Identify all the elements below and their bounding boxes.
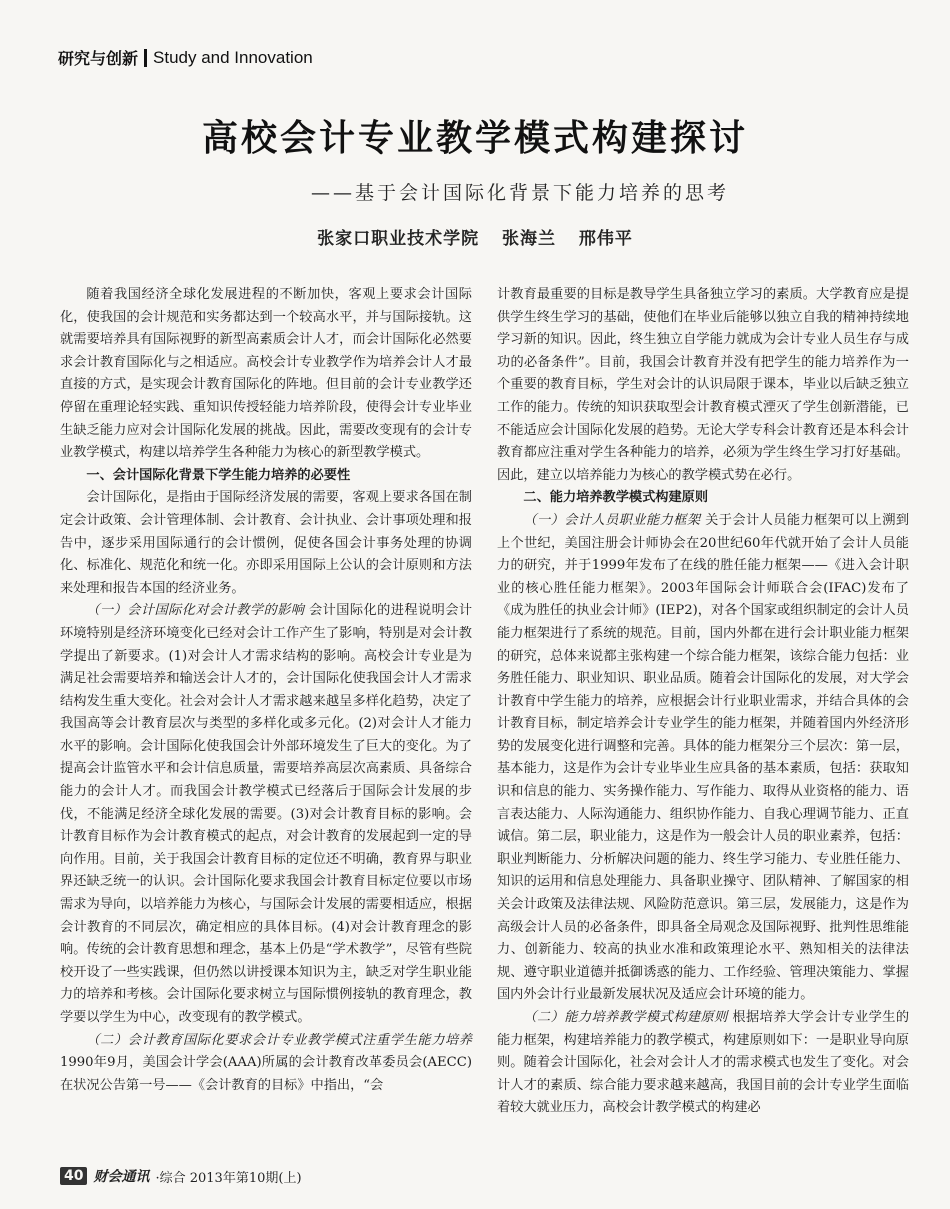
author-line (0, 224, 950, 249)
body-paragraph: 随着我国经济全球化发展进程的不断加快，客观上要求会计国际化，使我国的会计规范和实务都达到一个较高水平，并与国际接轨。这就需要培养具有国际视野的新型高素质会计人才，而会计国际化必然要求会计教育国际化与之相适应。高校会计专业教学作为培养会计人才最直接的方式，是实现会计教育国际化的阵地。但目前的会计专业教学还停留在重理论轻实践、重知识传授轻能力培养阶段，使得会计专业毕业生缺乏能力应对会计国际化发展的挑战。因此，需要改变现有的会计专业教学模式，构建以培养学生各种能力为核心的新型教学模式。 (60, 287, 472, 461)
body-paragraph (60, 1030, 472, 1098)
paragraph-text: 根据培养大学会计专业学生的能力框架，构建培养能力的教学模式，构建原则如下：一是职业导向原则。随着会计国际化，社会对会计人才的需求模式也发生了变化。对会计人才的素质、综合能力要求越来越高，我国目前的会计专业学生面临着较大就业压力，高校会计教学模式的构建必 (497, 1010, 910, 1116)
author-name: 邢伟平 (578, 229, 633, 249)
section-heading: 二、能力培养教学模式构建原则 (523, 490, 709, 506)
section-title-cn: 研究与创新 (58, 49, 139, 68)
paragraph-text: 关于会计人员能力框架可以上溯到上个世纪，美国注册会计师协会在20世纪60年代就开始了会计人员能力的研究，并于1999年发布了在线的胜任能力框架——《进入会计职业的核心胜任能力框架》。2003年国际会计师联合会(IFAC)发布了《成为胜任的执业会计师》(IEP2)，对各个国家或组织制定的会计人员能力框架进行了系统的规范。目前，国内外都在进行会计职业能力框架的研究，总体来说都主张构建一个综合能力框架，该综合能力包括：业务胜任能力、职业知识、职业品质。随着会计国际化的发展，对大学会计教育中学生能力的培养，应根据会计行业职业需求，并结合具体的会计教育目标，制定培养会计专业学生的能力框架，并随着国内外经济形势的发展变化进行调整和完善。具体的能力框架分三个层次：第一层，基本能力，这是作为会计专业毕业生应具备的基本素质，包括：获取知识和信息的能力、实务操作能力、写作能力、取得从业资格的能力、语言表达能力、人际沟通能力、组织协作能力、自我心理调节能力、正直诚信。第二层，职业能力，这是作为一般会计人员的职业素养，包括：职业判断能力、分析解决问题的能力、终生学习能力、专业胜任能力、知识的运用和信息处理能力、具备职业操守、团队精神、了解国家的相关会计政策及法律法规、风险防范意识。第三层，发展能力，这是作为高级会计人员的必备条件，即具备全局观念及国际视野、批判性思维能力、创新能力、较高的执业水准和政策理论水平、熟知相关的法律法规、遵守职业道德并抵御诱惑的能力、工作经验、管理决策能力、掌握国内外会计行业最新发展状况及适应会计环境的能力。 (497, 512, 910, 1003)
body-paragraph (60, 600, 472, 1029)
section-title-en: Study and Innovation (153, 47, 313, 67)
section-heading: 一、会计国际化背景下学生能力培养的必要性 (86, 467, 351, 483)
header-divider (144, 49, 147, 67)
left-column (60, 284, 472, 1097)
subsection-lead: （二）会计教育国际化要求会计专业教学模式注重学生能力培养 (86, 1032, 472, 1048)
right-column (497, 284, 909, 1120)
page-number: 40 (60, 1167, 87, 1185)
institution: 张家口职业技术学院 (317, 229, 480, 249)
subsection-lead: （一）会计国际化对会计教学的影响 (86, 603, 305, 619)
issue-info: ·综合 2013年第10期(上) (155, 1170, 302, 1186)
body-paragraph (497, 1007, 909, 1120)
body-paragraph: 会计国际化，是指由于国际经济发展的需要，客观上要求各国在制定会计政策、会计管理体制、会计教育、会计执业、会计事项处理和报告中，逐步采用国际通行的会计惯例，促使各国会计事务处理的协调化、标准化、规范化和统一化。亦即采用国际上公认的会计原则和方法来处理和报告本国的经济业务。 (60, 490, 472, 596)
paragraph-text: 会计国际化的进程说明会计环境特别是经济环境变化已经对会计工作产生了影响，特别是对会计教学提出了新要求。(1)对会计人才需求结构的影响。高校会计专业是为满足社会需要培养和输送会计人才的，会计国际化使我国会计人才需求结构发生重大变化。社会对会计人才需求越来越呈多样化趋势，决定了我国高等会计教育层次与类型的多样化或多元化。(2)对会计人才能力水平的影响。会计国际化使我国会计外部环境发生了巨大的变化。为了提高会计监管水平和会计信息质量，需要培养高层次高素质、具备综合能力的会计人才。而我国会计教学模式已经落后于国际会计发展的步伐，不能满足经济全球化发展的需要。(3)对会计教育目标的影响。会计教育目标作为会计教育模式的起点，对会计教育的发展起到一定的导向作用。目前，关于我国会计教育目标的定位还不明确，教育界与职业界还缺乏统一的认识。会计国际化要求我国会计教育目标定位要以市场需求为导向，以培养能力为核心，与国际会计发展的需要相适应，根据会计教育的不同层次，确定相应的具体目标。(4)对会计教育理念的影响。传统的会计教育思想和理念，基本上仍是“学术教学”，尽管有些院校开设了一些实践课，但仍然以讲授课本知识为主，缺乏对学生职业能力的培养和考核。会计国际化要求树立与国际惯例接轨的教育理念，教学要以学生为中心，改变现有的教学模式。 (60, 603, 473, 1025)
journal-name: 财会通讯 (93, 1169, 150, 1185)
body-paragraph (497, 510, 909, 1007)
subsection-lead: （二）能力培养教学模式构建原则 (523, 1010, 728, 1025)
page-footer (60, 1166, 302, 1186)
paragraph-text: 1990年9月，美国会计学会(AAA)所属的会计教育改革委员会(AECC)在状况公告第一号——《会计教育的目标》中指出，“会 (60, 1055, 472, 1093)
section-header (58, 46, 313, 69)
subsection-lead: （一）会计人员职业能力框架 (523, 512, 701, 528)
body-paragraph: 计教育最重要的目标是教导学生具备独立学习的素质。大学教育应是提供学生终生学习的基础，使他们在毕业后能够以独立自我的精神持续地学习新的知识。因此，终生独立自学能力就成为会计专业人员生存与成功的必备条件”。目前，我国会计教育并没有把学生的能力培养作为一个重要的教育目标，学生对会计的认识局限于课本，毕业以后缺乏独立工作的能力。传统的知识获取型会计教育模式湮灭了学生创新潜能，已不能适应会计国际化发展的趋势。无论大学专科会计教育还是本科会计教育都应注重对学生各种能力的培养，必须为学生终生学习打好基础。因此，建立以培养能力为核心的教学模式势在必行。 (497, 287, 909, 483)
author-name: 张海兰 (502, 229, 556, 249)
article-subtitle: ——基于会计国际化背景下能力培养的思考 (310, 182, 729, 204)
article-title: 高校会计专业教学模式构建探讨 (201, 117, 748, 159)
